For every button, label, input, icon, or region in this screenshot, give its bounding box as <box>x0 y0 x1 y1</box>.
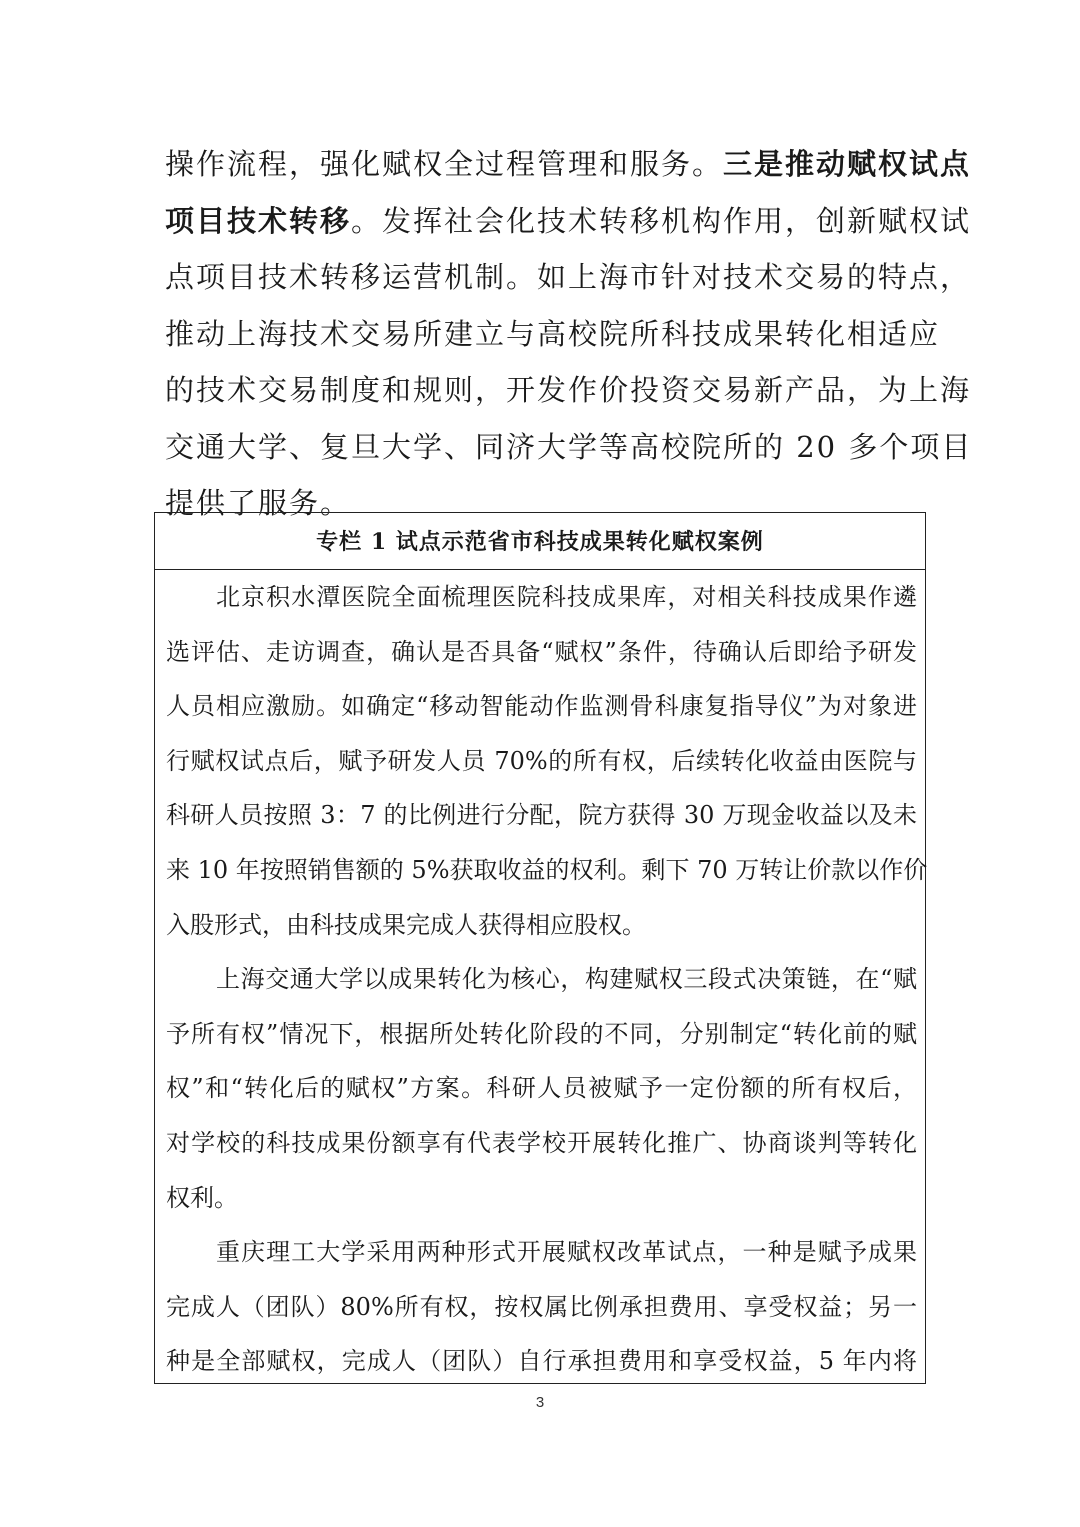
page-number: 3 <box>535 1394 545 1411</box>
case-line: 选评估、走访调查，确认是否具备“赋权”条件，待确认后即给予研发 <box>166 637 917 666</box>
intro-bold-text: 三是推动赋权试点 <box>723 147 972 181</box>
intro-text: 推动上海技术交易所建立与高校院所科技成果转化相适应 <box>165 316 941 351</box>
intro-line <box>165 306 941 363</box>
case-line: 完成人（团队）80%所有权，按权属比例承担费用、享受权益；另一 <box>166 1292 917 1321</box>
case-line: 重庆理工大学采用两种形式开展赋权改革试点，一种是赋予成果 <box>216 1238 917 1267</box>
intro-text: 的技术交易制度和规则，开发作价投资交易新产品，为上海 <box>165 373 972 407</box>
case-line: 行赋权试点后，赋予研发人员 70%的所有权，后续转化收益由医院与 <box>166 746 917 775</box>
case-line: 入股形式，由科技成果完成人获得相应股权。 <box>166 910 646 939</box>
case-line: 对学校的科技成果份额享有代表学校开展转化推广、协商谈判等转化 <box>166 1128 917 1157</box>
intro-text: 点项目技术转移运营机制。如上海市针对技术交易的特点， <box>165 260 972 294</box>
case-column-box <box>154 512 926 1384</box>
case-line: 权利。 <box>166 1183 238 1212</box>
case-line: 予所有权”情况下，根据所处转化阶段的不同，分别制定“转化前的赋 <box>166 1019 917 1048</box>
case-column-body <box>166 570 928 1389</box>
case-line: 人员相应激励。如确定“移动智能动作监测骨科康复指导仪”为对象进 <box>166 692 917 721</box>
intro-line <box>165 193 972 250</box>
case-column-title: 专栏 1 试点示范省市科技成果转化赋权案例 <box>155 513 925 570</box>
intro-text: 。发挥社会化技术转移机构作用，创新赋权试 <box>351 203 972 238</box>
intro-paragraph <box>165 136 973 532</box>
intro-line <box>165 419 973 476</box>
intro-text: 提供了服务。 <box>165 486 352 520</box>
case-line: 上海交通大学以成果转化为核心，构建赋权三段式决策链，在“赋 <box>216 965 917 994</box>
intro-text: 操作流程，强化赋权全过程管理和服务。 <box>165 147 724 181</box>
intro-line <box>165 249 972 306</box>
case-line: 科研人员按照 3：7 的比例进行分配，院方获得 30 万现金收益以及未 <box>166 801 917 830</box>
case-line: 来 10 年按照销售额的 5%获取收益的权利。剩下 70 万转让价款以作价 <box>166 855 928 884</box>
case-line: 种是全部赋权，完成人（团队）自行承担费用和享受权益，5 年内将 <box>166 1347 917 1376</box>
case-line: 权”和“转化后的赋权”方案。科研人员被赋予一定份额的所有权后， <box>166 1074 917 1103</box>
intro-line <box>165 136 972 193</box>
intro-text: 交通大学、复旦大学、同济大学等高校院所的 20 多个项目 <box>165 429 973 464</box>
intro-bold-text: 项目技术转移 <box>165 203 352 238</box>
case-line: 北京积水潭医院全面梳理医院科技成果库，对相关科技成果作遴 <box>216 583 917 611</box>
intro-line <box>165 362 972 419</box>
